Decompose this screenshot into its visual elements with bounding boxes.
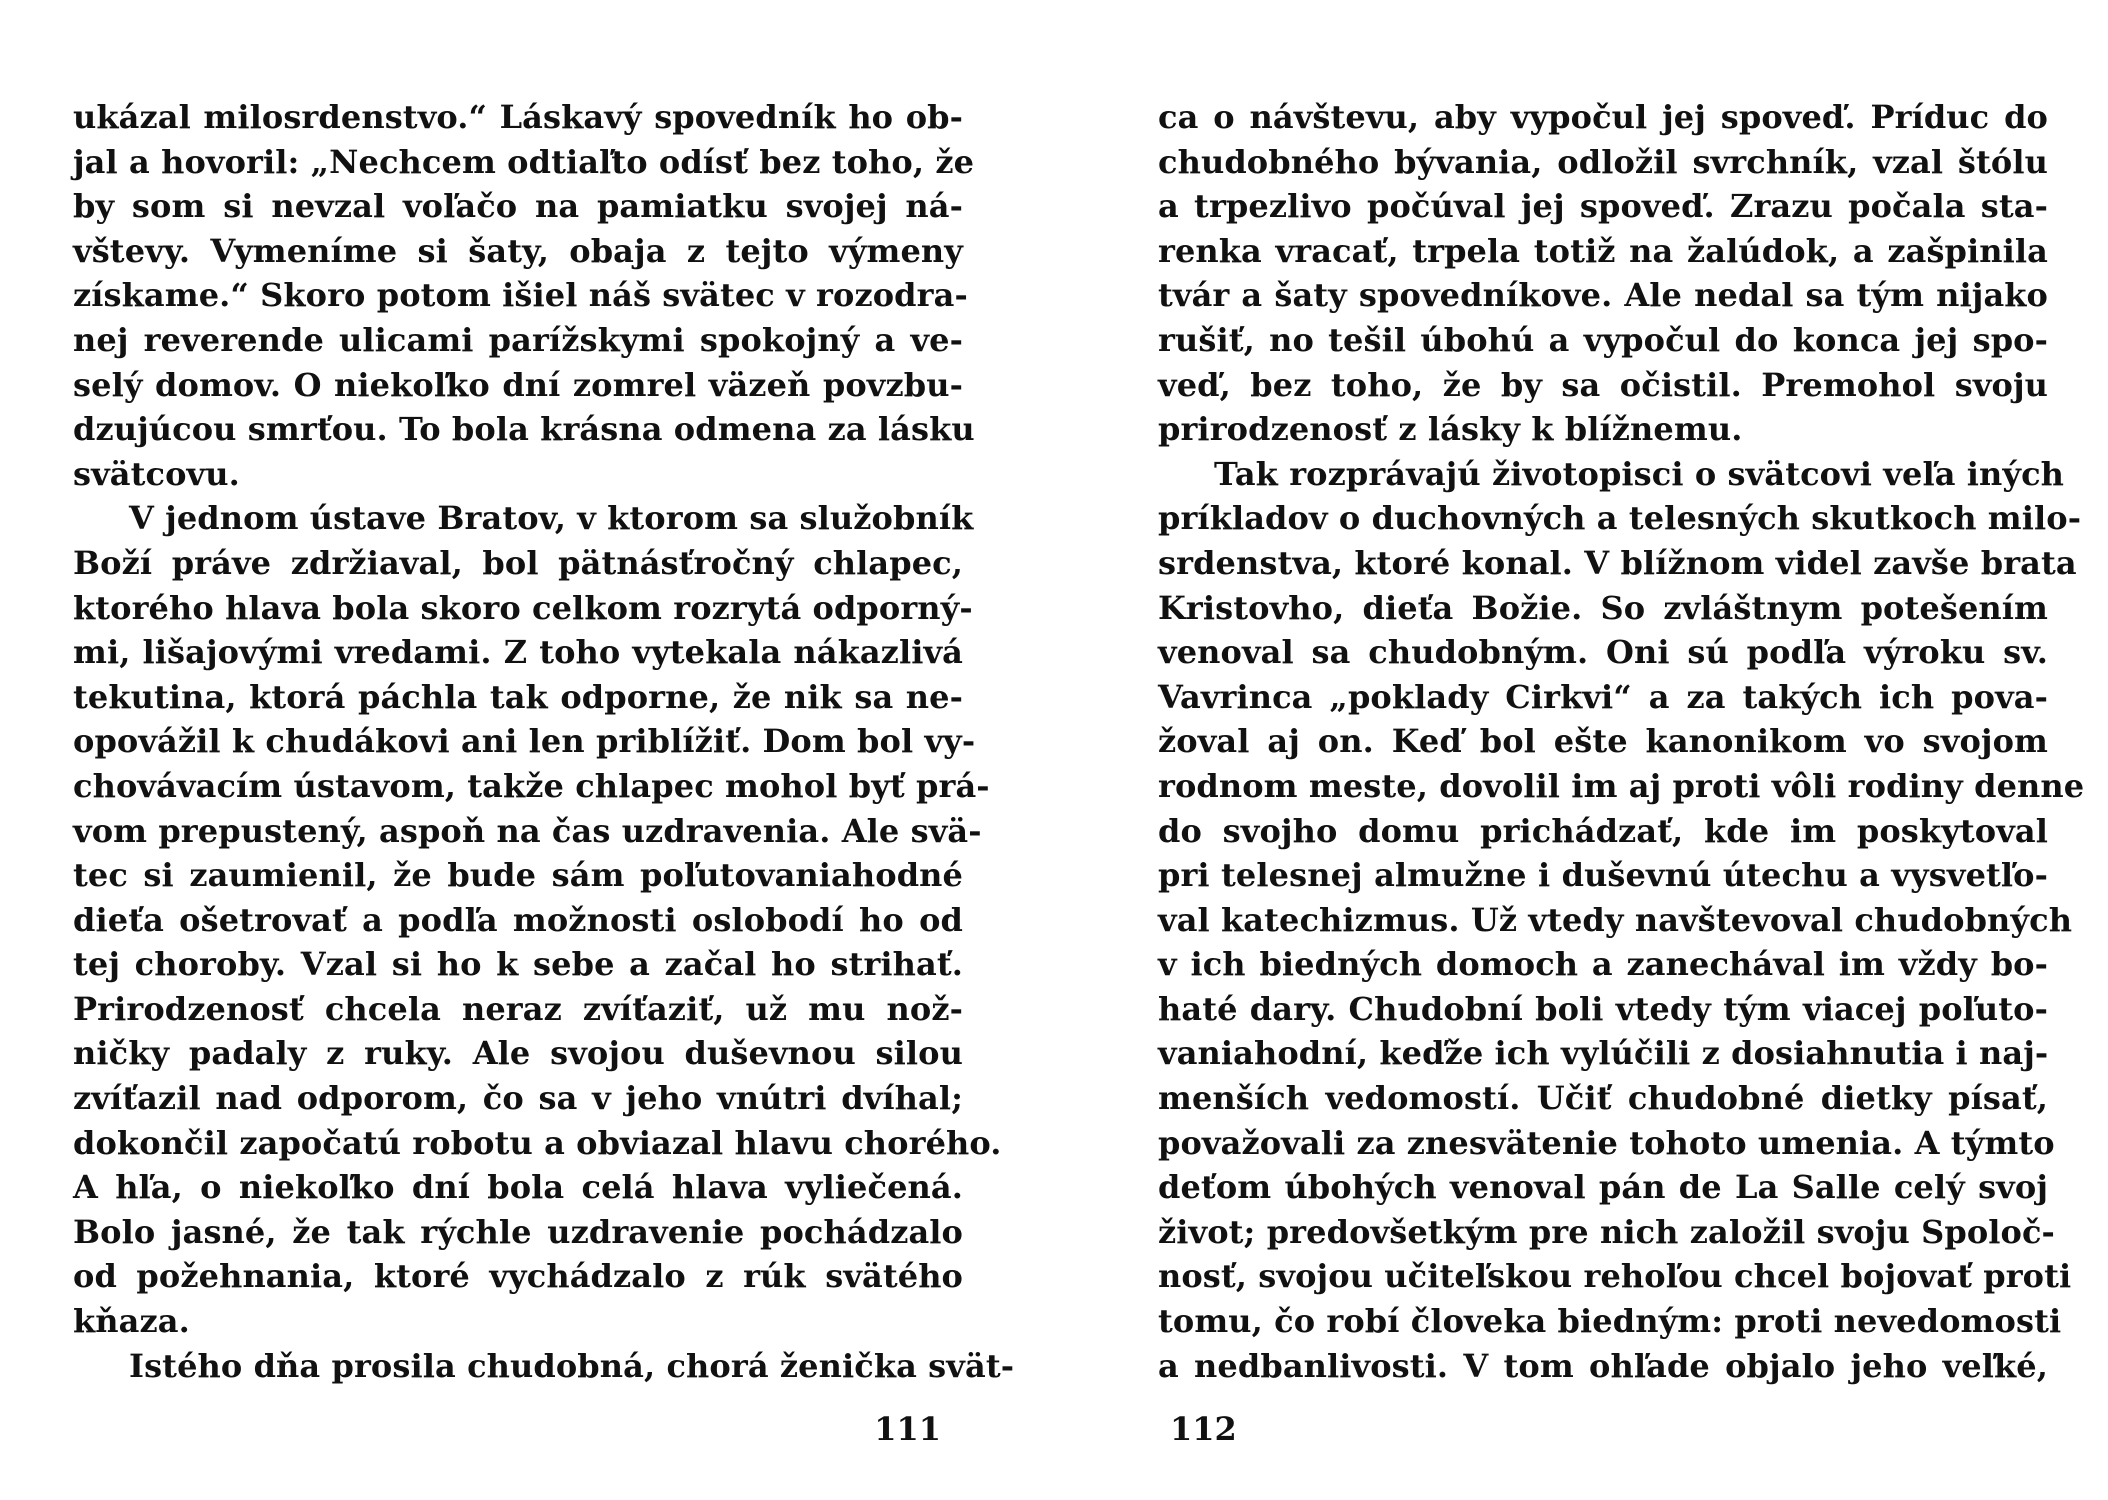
text-line: Tak rozprávajú životopisci o svätcovi veľa iných xyxy=(1214,454,2065,493)
text-line: mi, lišajovými vredami. Z toho vytekala nákazlivá xyxy=(73,633,963,672)
text-line: svätcovu. xyxy=(73,454,240,493)
text-line: dokončil započatú robotu a obviazal hlavu chorého. xyxy=(73,1123,1002,1162)
text-line: vom prepustený, aspoň na čas uzdravenia. Ale svä- xyxy=(73,811,982,850)
text-line: tekutina, ktorá páchla tak odporne, že nik sa ne- xyxy=(73,677,963,716)
text-line: ničky padaly z ruky. Ale svojou duševnou silou xyxy=(73,1034,963,1073)
text-line: tomu, čo robí človeka biedným: proti nevedomosti xyxy=(1158,1302,2062,1341)
right-page xyxy=(1158,95,2085,1448)
right-page-text xyxy=(1158,95,2085,1388)
text-line: Vavrinca „poklady Cirkvi“ a za takých ich pova- xyxy=(1158,677,2048,716)
text-line: deťom úbohých venoval pán de La Salle celý svoj xyxy=(1158,1168,2048,1207)
text-line: prirodzenosť z lásky k blížnemu. xyxy=(1158,410,1743,449)
text-line: V jednom ústave Bratov, v ktorom sa služobník xyxy=(129,499,974,538)
text-line: venoval sa chudobným. Oni sú podľa výroku sv. xyxy=(1158,633,2048,672)
text-line: dzujúcou smrťou. To bola krásna odmena za lásku xyxy=(73,410,975,449)
text-line: ktorého hlava bola skoro celkom rozrytá odporný- xyxy=(73,588,973,627)
text-line: nej reverende ulicami parížskymi spokojný a ve- xyxy=(73,320,963,359)
text-line: príkladov o duchovných a telesných skutkoch milo- xyxy=(1158,499,2082,538)
text-line: A hľa, o niekoľko dní bola celá hlava vyliečená. xyxy=(73,1168,963,1207)
text-line: ca o návštevu, aby vypočul jej spoveď. Príduc do xyxy=(1158,98,2048,136)
text-line: žoval aj on. Keď bol ešte kanonikom vo svojom xyxy=(1158,722,2048,761)
text-line: dieťa ošetrovať a podľa možnosti oslobodí ho od xyxy=(73,900,963,939)
text-line: do svojho domu prichádzať, kde im poskytoval xyxy=(1158,811,2048,850)
text-line: opovážil k chudákovi ani len priblížiť. Dom bol vy- xyxy=(73,722,976,761)
text-line: pri telesnej almužne i duševnú útechu a vysvetľo- xyxy=(1158,856,2048,895)
text-line: Kristovho, dieťa Božie. So zvláštnym potešením xyxy=(1158,588,2048,627)
text-line: a trpezlivo počúval jej spoveď. Zrazu počala sta- xyxy=(1158,187,2048,226)
text-line: zvíťazil nad odporom, čo sa v jeho vnútri dvíhal; xyxy=(73,1079,963,1118)
text-line: selý domov. O niekoľko dní zomrel väzeň povzbu- xyxy=(73,365,963,404)
text-line: tej choroby. Vzal si ho k sebe a začal ho strihať. xyxy=(73,945,963,984)
text-line: srdenstva, ktoré konal. V blížnom videl zavše brata xyxy=(1158,543,2077,582)
text-line: chovávacím ústavom, takže chlapec mohol byť prá- xyxy=(73,766,990,805)
text-line: vštevy. Vymeníme si šaty, obaja z tejto výmeny xyxy=(73,231,963,270)
text-line: Prirodzenosť chcela neraz zvíťaziť, už mu nož- xyxy=(73,989,963,1028)
text-line: a nedbanlivosti. V tom ohľade objalo jeho veľké, xyxy=(1158,1346,2048,1385)
page-number: 112 xyxy=(1170,1410,1237,1448)
text-line: chudobného bývania, odložil svrchník, vzal štólu xyxy=(1158,142,2048,181)
text-line: by som si nevzal voľačo na pamiatku svojej ná- xyxy=(73,187,963,226)
text-line: val katechizmus. Už vtedy navštevoval chudobných xyxy=(1158,900,2073,939)
text-line: vaniahodní, keďže ich vylúčili z dosiahnutia i naj- xyxy=(1158,1034,2049,1073)
text-line: od požehnania, ktoré vychádzalo z rúk svätého xyxy=(73,1257,963,1296)
text-line: Bolo jasné, že tak rýchle uzdravenie pochádzalo xyxy=(73,1212,963,1251)
left-page-text xyxy=(73,95,1015,1388)
text-line: tec si zaumienil, že bude sám poľutovaniahodné xyxy=(73,856,963,895)
text-line: tvár a šaty spovedníkove. Ale nedal sa tým nijako xyxy=(1158,276,2048,315)
text-line: v ich biedných domoch a zanechával im vždy bo- xyxy=(1158,945,2048,984)
text-line: nosť, svojou učiteľskou rehoľou chcel bojovať proti xyxy=(1158,1257,2072,1296)
page-number: 111 xyxy=(874,1410,941,1448)
text-line: renka vracať, trpela totiž na žalúdok, a zašpinila xyxy=(1158,231,2048,270)
text-line: získame.“ Skoro potom išiel náš svätec v rozodra- xyxy=(73,276,968,315)
text-line: haté dary. Chudobní boli vtedy tým viacej poľuto- xyxy=(1158,989,2048,1028)
text-line: kňaza. xyxy=(73,1302,190,1341)
text-line: život; predovšetkým pre nich založil svoju Spoloč- xyxy=(1158,1212,2055,1251)
text-line: jal a hovoril: „Nechcem odtiaľto odísť bez toho, že xyxy=(73,142,975,181)
text-line: považovali za znesvätenie tohoto umenia. A týmto xyxy=(1158,1123,2055,1162)
text-line: menších vedomostí. Učiť chudobné dietky písať, xyxy=(1158,1079,2048,1118)
text-line: Istého dňa prosila chudobná, chorá ženička svät- xyxy=(129,1346,1015,1385)
text-line: veď, bez toho, že by sa očistil. Premohol svoju xyxy=(1158,365,2048,404)
text-line: Boží práve zdržiaval, bol pätnásťročný chlapec, xyxy=(73,543,963,582)
left-page xyxy=(73,95,1015,1448)
text-line: rodnom meste, dovolil im aj proti vôli rodiny denne xyxy=(1158,766,2085,805)
text-line: ukázal milosrdenstvo.“ Láskavý spovedník ho ob- xyxy=(73,98,963,136)
text-line: rušiť, no tešil úbohú a vypočul do konca jej spo- xyxy=(1158,320,2048,359)
